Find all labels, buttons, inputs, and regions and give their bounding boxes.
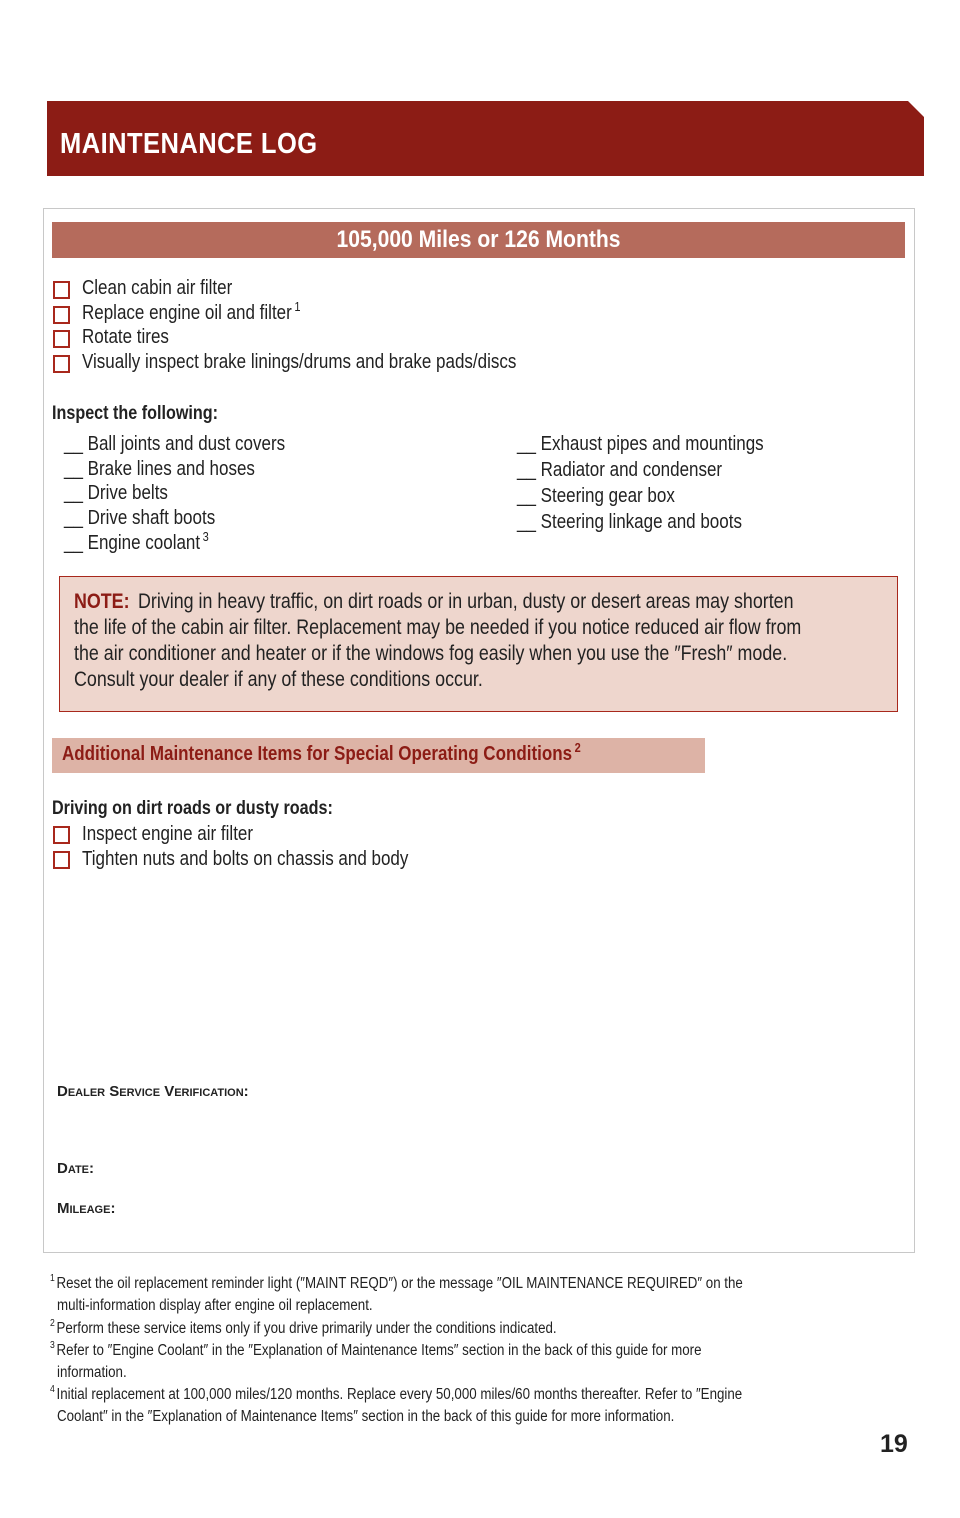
inspect-item: __ Ball joints and dust covers: [64, 433, 286, 455]
inspect-heading: Inspect the following:: [52, 403, 218, 424]
task-item: Replace engine oil and filter $^1$: [82, 299, 301, 324]
note-label: NOTE:: [74, 590, 130, 613]
special-item: Inspect engine air filter: [82, 823, 254, 845]
task-item: Visually inspect brake linings/drums and brake pads/discs: [82, 351, 517, 373]
date-label: Date:: [57, 1160, 95, 1177]
task-checkbox-4[interactable]: [53, 355, 70, 373]
footnote-3-cont: information.: [57, 1364, 127, 1381]
task-checkbox-1[interactable]: [53, 281, 70, 299]
note-line: NOTE: Driving in heavy traffic, on dirt roads or in urban, dusty or desert areas may shorten: [74, 590, 794, 613]
note-line: the life of the cabin air filter. Replacement may be needed if you notice reduced air flow from: [74, 616, 802, 639]
special-item: Tighten nuts and bolts on chassis and body: [82, 848, 409, 870]
task-item: Rotate tires: [82, 326, 169, 348]
inspect-item: __ Brake lines and hoses: [64, 458, 255, 480]
special-checkbox-1[interactable]: [53, 826, 70, 844]
footnote-4-cont: Coolant″ in the ″Explanation of Maintenance Items″ section in the back of this guide for more information.: [57, 1408, 675, 1425]
dealer-verification-label: Dealer Service Verification:: [57, 1083, 249, 1100]
footnote-3: $^3$ Refer to ″Engine Coolant″ in the ″Explanation of Maintenance Items″ section in the back of this guide for more: [50, 1340, 702, 1359]
inspect-item: __ Exhaust pipes and mountings: [517, 433, 764, 455]
page-number: 19: [880, 1430, 908, 1458]
page-title: MAINTENANCE LOG: [60, 128, 318, 160]
footnote-2: $^2$ Perform these service items only if you drive primarily under the conditions indicated.: [50, 1318, 557, 1337]
task-checkbox-3[interactable]: [53, 330, 70, 348]
inspect-item: __ Drive belts: [64, 482, 168, 504]
note-line: Consult your dealer if any of these conditions occur.: [74, 668, 483, 691]
special-subheading: Driving on dirt roads or dusty roads:: [52, 798, 333, 819]
special-checkbox-2[interactable]: [53, 851, 70, 869]
note-line: the air conditioner and heater or if the windows fog easily when you use the ″Fresh″ mode.: [74, 642, 788, 665]
inspect-item: __ Steering linkage and boots: [517, 511, 742, 533]
footnote-1-cont: multi-information display after engine oil replacement.: [57, 1297, 373, 1314]
mileage-label: Mileage:: [57, 1200, 116, 1217]
special-conditions-title: Additional Maintenance Items for Special Operating Conditions $^2$: [62, 740, 581, 765]
inspect-item: __ Engine coolant $^3$: [64, 529, 209, 554]
footnote-4: $^4$ Initial replacement at 100,000 miles/120 months. Replace every 50,000 miles/60 months thereafter. Refer to ″Engine: [50, 1384, 743, 1403]
task-item: Clean cabin air filter: [82, 277, 233, 299]
interval-title: 105,000 Miles or 126 Months: [336, 226, 621, 253]
task-checkbox-2[interactable]: [53, 306, 70, 324]
inspect-item: __ Radiator and condenser: [517, 459, 723, 481]
footnote-1: $^1$ Reset the oil replacement reminder light (″MAINT REQD″) or the message ″OIL MAINTENANCE REQUIRED″ on the: [50, 1273, 743, 1292]
inspect-item: __ Steering gear box: [517, 485, 675, 507]
inspect-item: __ Drive shaft boots: [64, 507, 216, 529]
